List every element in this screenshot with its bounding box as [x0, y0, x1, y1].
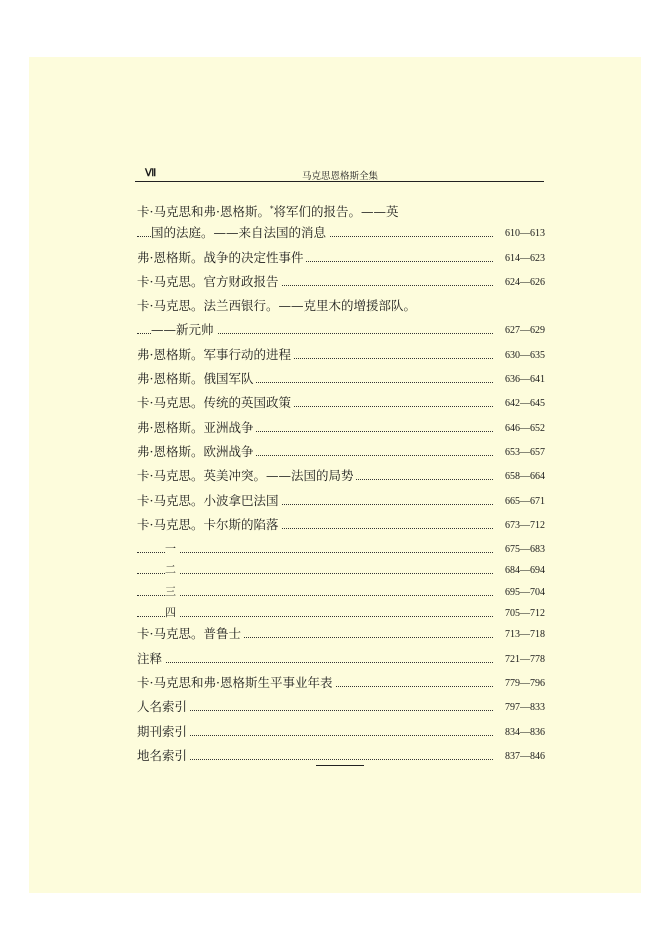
toc-entry-title: 卡·马克思。小波拿巴法国: [137, 490, 281, 512]
toc-entry: [137, 514, 545, 538]
toc-subentry-title: 二: [165, 559, 179, 580]
footnote-marker: *: [269, 205, 274, 213]
toc-entry: [137, 441, 545, 465]
toc-entry-title: 弗·恩格斯。战争的决定性事件: [137, 247, 306, 269]
toc-subentry: [137, 602, 545, 623]
toc-subentry: [137, 559, 545, 580]
toc-entry: [137, 295, 545, 319]
toc-page-range: 797—833: [493, 697, 545, 719]
dot-leader: [137, 616, 493, 617]
toc-entry-title: 人名索引: [137, 696, 190, 718]
toc-page-range: 675—683: [493, 539, 545, 560]
toc-page-range: 636—641: [493, 369, 545, 391]
toc-entry: [137, 648, 545, 672]
toc-entry: [137, 368, 545, 392]
toc-page-range: 624—626: [493, 272, 545, 294]
book-title: 马克思恩格斯全集: [301, 171, 378, 182]
toc-page-range: 834—836: [493, 722, 545, 744]
toc-entry: [137, 696, 545, 720]
toc-entry-title: 卡·马克思。传统的英国政策: [137, 392, 294, 414]
toc-page-range: 614—623: [493, 248, 545, 270]
toc-page-range: 665—671: [493, 491, 545, 513]
toc-entry: [137, 198, 545, 222]
toc-entry-title: 卡·马克思。法兰西银行。——克里木的增援部队。: [137, 295, 419, 317]
dot-leader: [137, 759, 493, 760]
toc-page-range: 653—657: [493, 442, 545, 464]
header-rule: [135, 181, 544, 182]
toc-entry-title: 卡·马克思。普鲁士: [137, 623, 244, 645]
toc-entry-title: 卡·马克思。英美冲突。——法国的局势: [137, 465, 356, 487]
toc-page-range: 627—629: [493, 320, 545, 342]
toc-entry: [137, 392, 545, 416]
toc-page-range: 705—712: [493, 603, 545, 624]
toc-page-range: 721—778: [493, 649, 545, 671]
running-header: [137, 165, 543, 185]
toc-entry-title: 卡·马克思。卡尔斯的陷落: [137, 514, 281, 536]
toc-entry-title: 地名索引: [137, 745, 190, 767]
toc-entry-title: 卡·马克思。官方财政报告: [137, 271, 281, 293]
toc-page-range: 684—694: [493, 560, 545, 581]
toc-subentry-title: 三: [165, 581, 179, 602]
toc-subentry-title: 一: [165, 538, 179, 559]
toc-entry-title: 期刊索引: [137, 721, 190, 743]
toc-entry-title: ——新元帅: [151, 319, 217, 341]
toc-entry: [137, 490, 545, 514]
toc-entry: [137, 344, 545, 368]
toc-entry-title: 弗·恩格斯。俄国军队: [137, 368, 256, 390]
dot-leader: [137, 573, 493, 574]
toc-entry: [137, 319, 545, 343]
toc-entry-title: 卡·马克思和弗·恩格斯。: [137, 204, 270, 220]
toc-entry-title: 弗·恩格斯。亚洲战争: [137, 417, 256, 439]
toc-subentry: [137, 581, 545, 602]
toc-entry: [137, 465, 545, 489]
dot-leader: [137, 662, 493, 663]
toc-entry-title: 弗·恩格斯。军事行动的进程: [137, 344, 294, 366]
toc-entry: [137, 672, 545, 696]
toc-entry-title: 卡·马克思和弗·恩格斯生平事业年表: [137, 672, 335, 694]
toc-page-range: 695—704: [493, 582, 545, 603]
toc-page-range: 610—613: [493, 223, 545, 245]
toc-entry: [137, 247, 545, 271]
table-of-contents: [137, 198, 545, 769]
toc-page-range: 837—846: [493, 746, 545, 768]
document-page: [29, 57, 641, 893]
toc-entry: [137, 222, 545, 246]
dot-leader: [137, 595, 493, 596]
end-rule: [316, 765, 364, 766]
toc-page-range: 642—645: [493, 393, 545, 415]
toc-entry-title: 弗·恩格斯。欧洲战争: [137, 441, 256, 463]
dot-leader: [137, 552, 493, 553]
toc-page-range: 646—652: [493, 418, 545, 440]
toc-page-range: 673—712: [493, 515, 545, 537]
toc-entry: [137, 271, 545, 295]
toc-page-range: 713—718: [493, 624, 545, 646]
toc-page-range: 630—635: [493, 345, 545, 367]
toc-page-range: 658—664: [493, 466, 545, 488]
toc-entry-title: 注释: [137, 648, 165, 670]
page-number: Ⅶ: [145, 168, 157, 179]
toc-subentry: [137, 538, 545, 559]
toc-entry-title-continued: 将军们的报告。——英: [273, 204, 399, 220]
toc-entry: [137, 623, 545, 647]
toc-entry-title: 国的法庭。——来自法国的消息: [151, 222, 329, 244]
dot-leader: [137, 735, 493, 736]
dot-leader: [137, 710, 493, 711]
toc-entry: [137, 417, 545, 441]
toc-page-range: 779—796: [493, 673, 545, 695]
toc-subentry-title: 四: [165, 602, 179, 623]
toc-entry: [137, 721, 545, 745]
